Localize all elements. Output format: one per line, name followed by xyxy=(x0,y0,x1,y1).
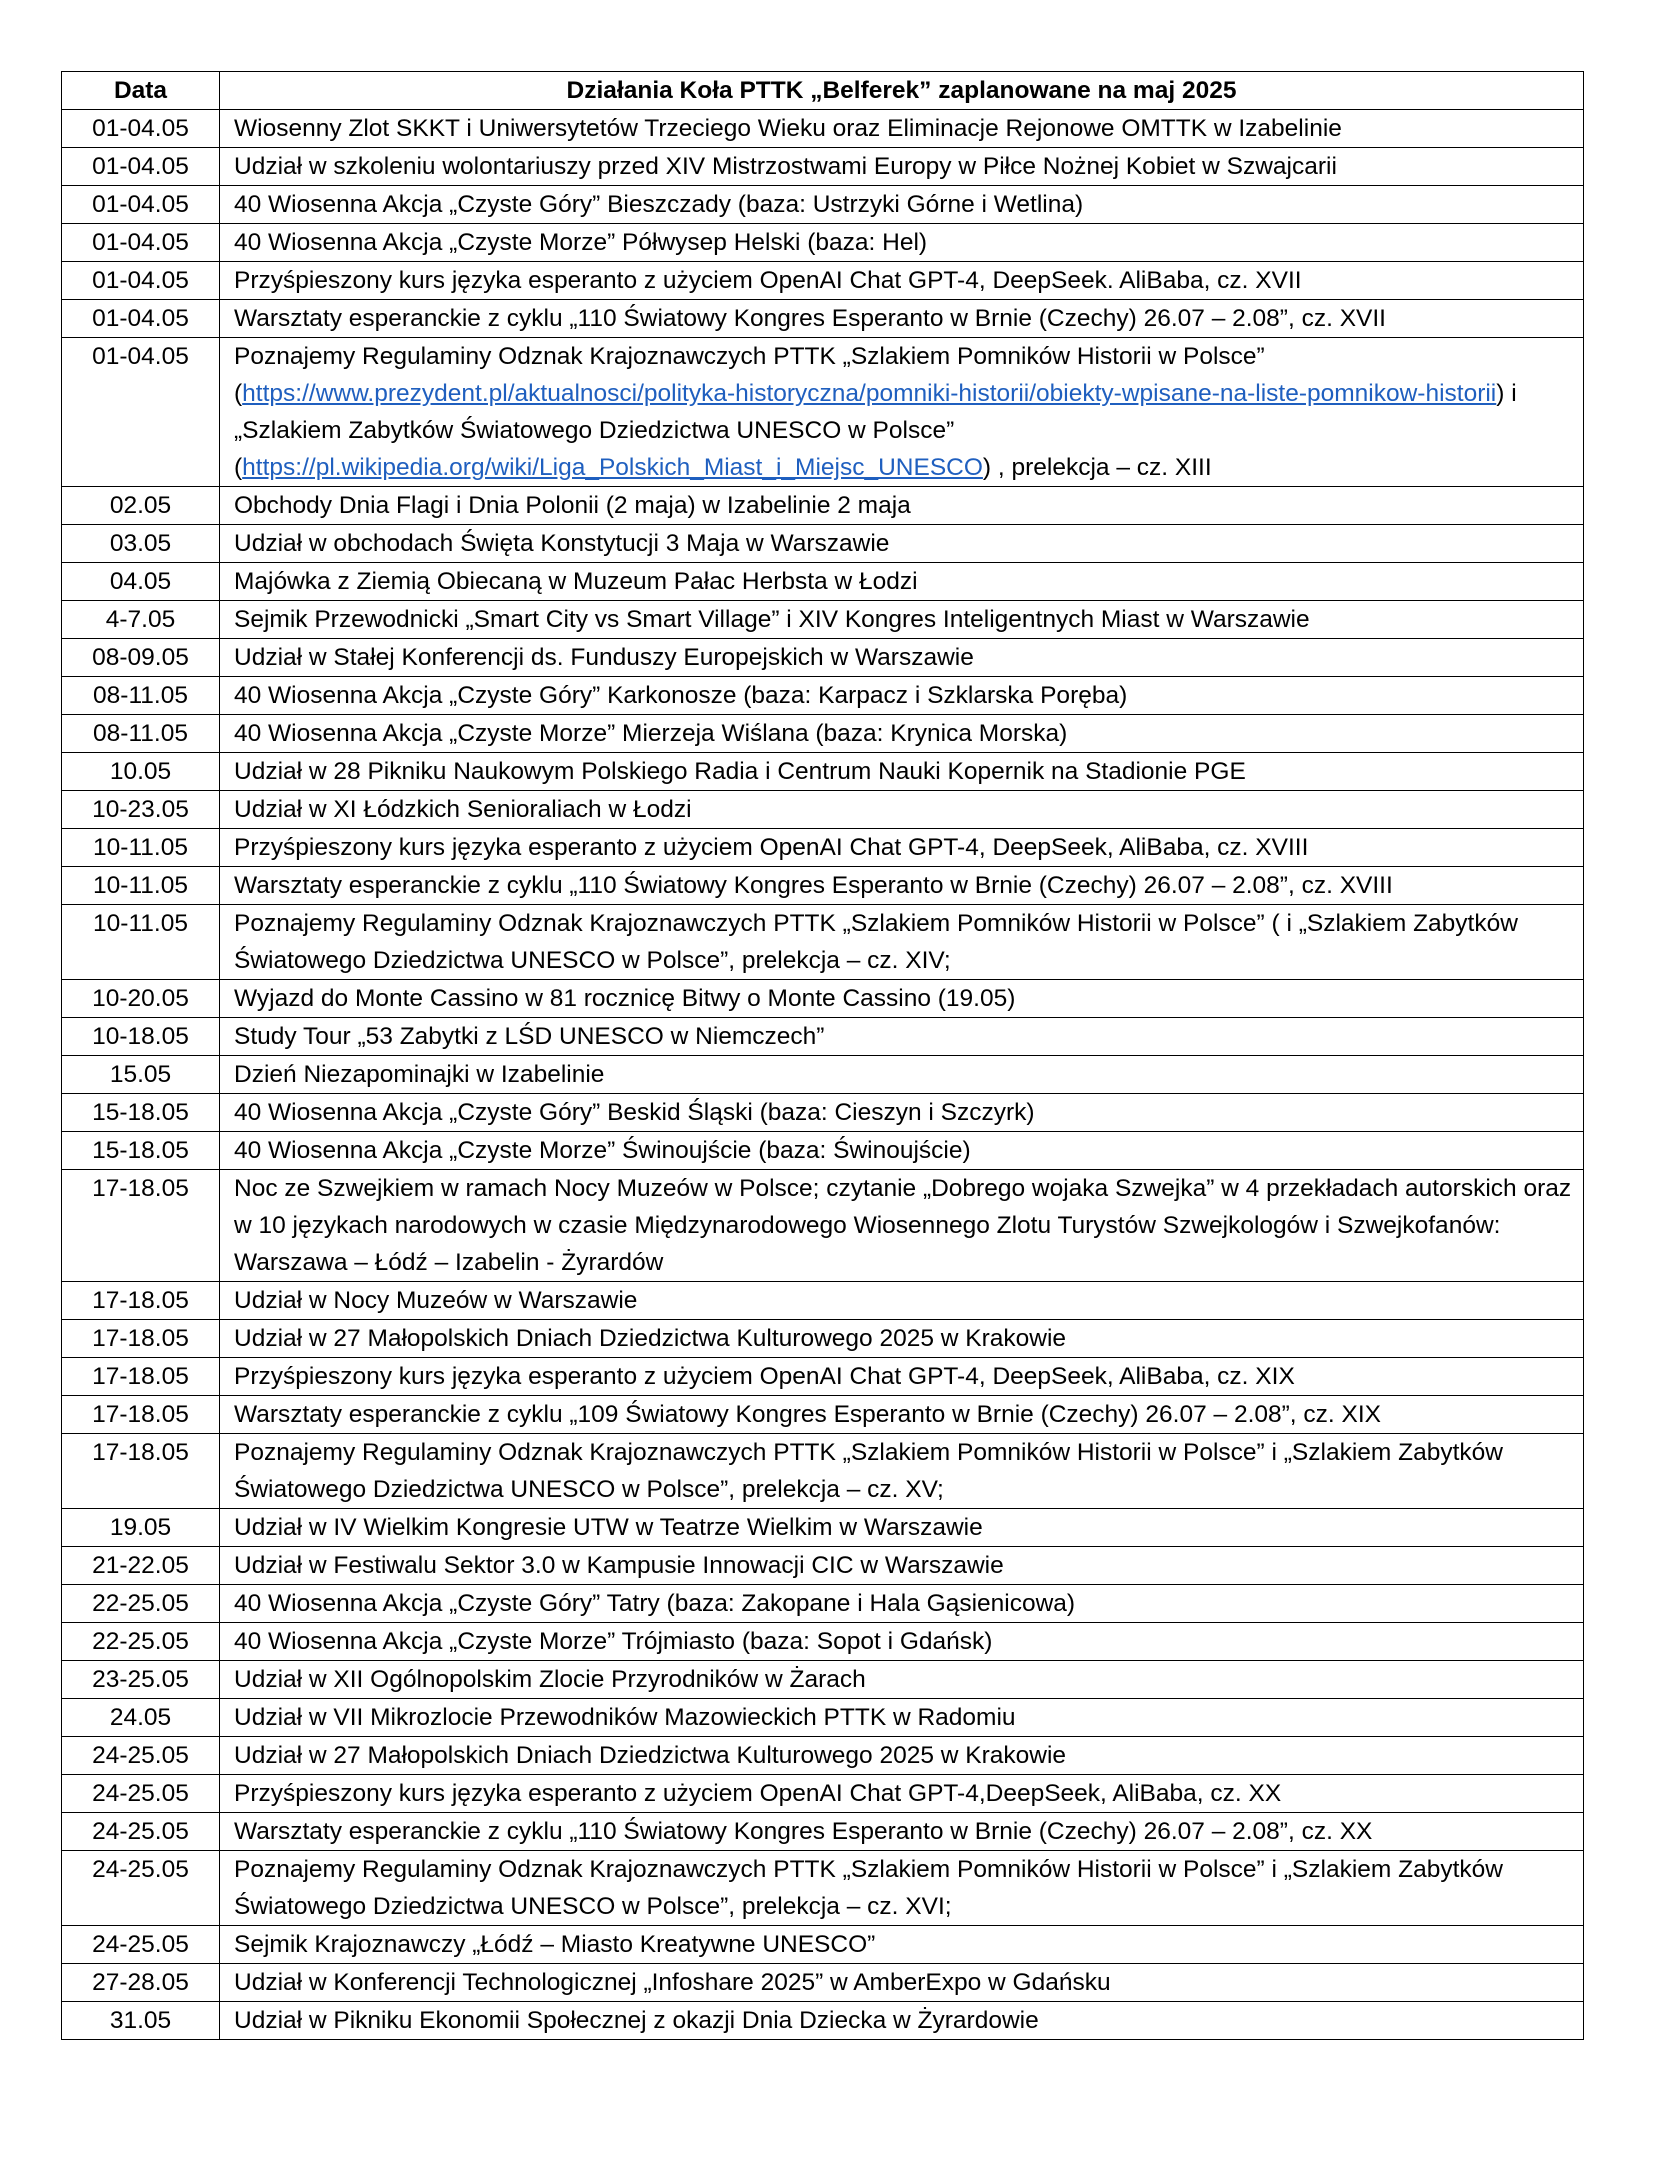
row-date: 08-09.05 xyxy=(62,639,220,677)
row-description: 40 Wiosenna Akcja „Czyste Góry” Tatry (baza: Zakopane i Hala Gąsienicowa) xyxy=(220,1585,1584,1623)
table-row xyxy=(62,1018,1584,1056)
row-date: 08-11.05 xyxy=(62,677,220,715)
row-description: Udział w Stałej Konferencji ds. Funduszy Europejskich w Warszawie xyxy=(220,639,1584,677)
row-description: Przyśpieszony kurs języka esperanto z użyciem OpenAI Chat GPT-4,DeepSeek, AliBaba, cz. XX xyxy=(220,1775,1584,1813)
table-row xyxy=(62,601,1584,639)
row-date: 15-18.05 xyxy=(62,1132,220,1170)
table-row xyxy=(62,867,1584,905)
row-date: 03.05 xyxy=(62,525,220,563)
row-description: Przyśpieszony kurs języka esperanto z użyciem OpenAI Chat GPT-4, DeepSeek, AliBaba, cz. XVIII xyxy=(220,829,1584,867)
row-description: Wyjazd do Monte Cassino w 81 rocznicę Bitwy o Monte Cassino (19.05) xyxy=(220,980,1584,1018)
row-date: 10.05 xyxy=(62,753,220,791)
table-row xyxy=(62,1358,1584,1396)
row-description: Poznajemy Regulaminy Odznak Krajoznawczych PTTK „Szlakiem Pomników Historii w Polsce” ( i „Szlakiem Zabytków Światowego Dziedzictwa UNESCO w Polsce”, prelekcja – cz. XIV; xyxy=(220,905,1584,980)
row-description: Przyśpieszony kurs języka esperanto z użyciem OpenAI Chat GPT-4, DeepSeek. AliBaba, cz. XVII xyxy=(220,262,1584,300)
table-row xyxy=(62,1396,1584,1434)
row-description: Poznajemy Regulaminy Odznak Krajoznawczych PTTK „Szlakiem Pomników Historii w Polsce” i „Szlakiem Zabytków Światowego Dziedzictwa UNESCO w Polsce”, prelekcja – cz. XV; xyxy=(220,1434,1584,1509)
link-pomniki-historii[interactable]: https://www.prezydent.pl/aktualnosci/polityka-historyczna/pomniki-historii/obiekty-wpisane-na-liste-pomnikow-historii xyxy=(242,380,1497,407)
table-row xyxy=(62,905,1584,980)
row-date: 01-04.05 xyxy=(62,262,220,300)
row-description: 40 Wiosenna Akcja „Czyste Góry” Beskid Śląski (baza: Cieszyn i Szczyrk) xyxy=(220,1094,1584,1132)
table-row xyxy=(62,487,1584,525)
table-row xyxy=(62,1170,1584,1282)
table-row xyxy=(62,563,1584,601)
description-text: ) , prelekcja – cz. XIII xyxy=(982,454,1212,481)
row-description: Sejmik Krajoznawczy „Łódź – Miasto Kreatywne UNESCO” xyxy=(220,1926,1584,1964)
table-row xyxy=(62,1547,1584,1585)
row-description: Udział w szkoleniu wolontariuszy przed XIV Mistrzostwami Europy w Piłce Nożnej Kobiet w Szwajcarii xyxy=(220,148,1584,186)
row-description: Poznajemy Regulaminy Odznak Krajoznawczych PTTK „Szlakiem Pomników Historii w Polsce” i „Szlakiem Zabytków Światowego Dziedzictwa UNESCO w Polsce”, prelekcja – cz. XVI; xyxy=(220,1851,1584,1926)
row-description: Study Tour „53 Zabytki z LŚD UNESCO w Niemczech” xyxy=(220,1018,1584,1056)
row-date: 10-11.05 xyxy=(62,829,220,867)
row-description: 40 Wiosenna Akcja „Czyste Góry” Karkonosze (baza: Karpacz i Szklarska Poręba) xyxy=(220,677,1584,715)
table-body xyxy=(62,110,1584,2040)
row-date: 15-18.05 xyxy=(62,1094,220,1132)
table-row xyxy=(62,639,1584,677)
table-row xyxy=(62,715,1584,753)
row-date: 31.05 xyxy=(62,2002,220,2040)
row-description: Warsztaty esperanckie z cyklu „109 Światowy Kongres Esperanto w Brnie (Czechy) 26.07 – 2.08”, cz. XIX xyxy=(220,1396,1584,1434)
row-date: 17-18.05 xyxy=(62,1320,220,1358)
row-date: 22-25.05 xyxy=(62,1623,220,1661)
row-date: 24-25.05 xyxy=(62,1926,220,1964)
row-description: 40 Wiosenna Akcja „Czyste Góry” Bieszczady (baza: Ustrzyki Górne i Wetlina) xyxy=(220,186,1584,224)
row-date: 17-18.05 xyxy=(62,1170,220,1282)
row-description: Udział w 27 Małopolskich Dniach Dziedzictwa Kulturowego 2025 w Krakowie xyxy=(220,1737,1584,1775)
row-description: Majówka z Ziemią Obiecaną w Muzeum Pałac Herbsta w Łodzi xyxy=(220,563,1584,601)
row-date: 10-11.05 xyxy=(62,867,220,905)
row-date: 27-28.05 xyxy=(62,1964,220,2002)
row-date: 19.05 xyxy=(62,1509,220,1547)
row-description: Noc ze Szwejkiem w ramach Nocy Muzeów w Polsce; czytanie „Dobrego wojaka Szwejka” w 4 przekładach autorskich oraz w 10 językach narodowych w czasie Międzynarodowego Wiosennego Zlotu Turystów Szwejkologów i Szwejkofanów: Warszawa – Łódź – Izabelin - Żyrardów xyxy=(220,1170,1584,1282)
row-date: 10-18.05 xyxy=(62,1018,220,1056)
table-row xyxy=(62,677,1584,715)
table-row xyxy=(62,1320,1584,1358)
table-row xyxy=(62,262,1584,300)
row-description: Przyśpieszony kurs języka esperanto z użyciem OpenAI Chat GPT-4, DeepSeek, AliBaba, cz. XIX xyxy=(220,1358,1584,1396)
description-text: ) i „Szlakiem Zabytków Światowego Dziedzictwa UNESCO w Polsce” ( xyxy=(234,380,1517,481)
table-row xyxy=(62,1737,1584,1775)
row-date: 01-04.05 xyxy=(62,110,220,148)
row-description: Warsztaty esperanckie z cyklu „110 Światowy Kongres Esperanto w Brnie (Czechy) 26.07 – 2.08”, cz. XX xyxy=(220,1813,1584,1851)
row-description: Sejmik Przewodnicki „Smart City vs Smart Village” i XIV Kongres Inteligentnych Miast w Warszawie xyxy=(220,601,1584,639)
table-header-row xyxy=(62,72,1584,110)
table-row xyxy=(62,753,1584,791)
row-description: Warsztaty esperanckie z cyklu „110 Światowy Kongres Esperanto w Brnie (Czechy) 26.07 – 2.08”, cz. XVII xyxy=(220,300,1584,338)
table-row xyxy=(62,1282,1584,1320)
row-date: 01-04.05 xyxy=(62,148,220,186)
table-row xyxy=(62,1623,1584,1661)
row-date: 4-7.05 xyxy=(62,601,220,639)
row-date: 17-18.05 xyxy=(62,1396,220,1434)
table-row xyxy=(62,148,1584,186)
header-title: Działania Koła PTTK „Belferek” zaplanowane na maj 2025 xyxy=(220,72,1584,110)
row-description: Dzień Niezapominajki w Izabelinie xyxy=(220,1056,1584,1094)
table-row xyxy=(62,186,1584,224)
row-date: 10-20.05 xyxy=(62,980,220,1018)
document-page xyxy=(61,71,1583,2040)
table-row xyxy=(62,1509,1584,1547)
table-row xyxy=(62,1964,1584,2002)
row-description: 40 Wiosenna Akcja „Czyste Morze” Świnoujście (baza: Świnoujście) xyxy=(220,1132,1584,1170)
table-row xyxy=(62,2002,1584,2040)
row-date: 24-25.05 xyxy=(62,1813,220,1851)
table-row xyxy=(62,1585,1584,1623)
row-description xyxy=(220,338,1584,487)
row-date: 04.05 xyxy=(62,563,220,601)
table-row xyxy=(62,224,1584,262)
row-description: Obchody Dnia Flagi i Dnia Polonii (2 maja) w Izabelinie 2 maja xyxy=(220,487,1584,525)
row-description: 40 Wiosenna Akcja „Czyste Morze” Półwysep Helski (baza: Hel) xyxy=(220,224,1584,262)
row-date: 08-11.05 xyxy=(62,715,220,753)
table-row xyxy=(62,791,1584,829)
table-row xyxy=(62,1926,1584,1964)
row-description: Wiosenny Zlot SKKT i Uniwersytetów Trzeciego Wieku oraz Eliminacje Rejonowe OMTTK w Izabelinie xyxy=(220,110,1584,148)
table-row xyxy=(62,338,1584,487)
row-description: Udział w Festiwalu Sektor 3.0 w Kampusie Innowacji CIC w Warszawie xyxy=(220,1547,1584,1585)
row-description: Udział w XI Łódzkich Senioraliach w Łodzi xyxy=(220,791,1584,829)
table-row xyxy=(62,300,1584,338)
row-description: Warsztaty esperanckie z cyklu „110 Światowy Kongres Esperanto w Brnie (Czechy) 26.07 – 2.08”, cz. XVIII xyxy=(220,867,1584,905)
row-date: 24.05 xyxy=(62,1699,220,1737)
row-date: 01-04.05 xyxy=(62,224,220,262)
row-description: 40 Wiosenna Akcja „Czyste Morze” Mierzeja Wiślana (baza: Krynica Morska) xyxy=(220,715,1584,753)
table-row xyxy=(62,525,1584,563)
row-date: 02.05 xyxy=(62,487,220,525)
row-date: 01-04.05 xyxy=(62,186,220,224)
row-date: 10-11.05 xyxy=(62,905,220,980)
row-description: Udział w XII Ogólnopolskim Zlocie Przyrodników w Żarach xyxy=(220,1661,1584,1699)
row-date: 15.05 xyxy=(62,1056,220,1094)
row-date: 21-22.05 xyxy=(62,1547,220,1585)
table-row xyxy=(62,1056,1584,1094)
description-text: Poznajemy Regulaminy Odznak Krajoznawczych PTTK „Szlakiem Pomników Historii w Polsce” ( xyxy=(234,343,1265,407)
row-date: 17-18.05 xyxy=(62,1282,220,1320)
row-date: 24-25.05 xyxy=(62,1775,220,1813)
row-date: 10-23.05 xyxy=(62,791,220,829)
row-description: Udział w Pikniku Ekonomii Społecznej z okazji Dnia Dziecka w Żyrardowie xyxy=(220,2002,1584,2040)
table-row xyxy=(62,1813,1584,1851)
table-row xyxy=(62,1851,1584,1926)
schedule-table xyxy=(61,71,1584,2040)
table-row xyxy=(62,110,1584,148)
table-row xyxy=(62,829,1584,867)
link-liga-miast-unesco[interactable]: https://pl.wikipedia.org/wiki/Liga_Polskich_Miast_i_Miejsc_UNESCO xyxy=(242,454,983,481)
table-row xyxy=(62,1434,1584,1509)
row-date: 23-25.05 xyxy=(62,1661,220,1699)
row-description: 40 Wiosenna Akcja „Czyste Morze” Trójmiasto (baza: Sopot i Gdańsk) xyxy=(220,1623,1584,1661)
table-row xyxy=(62,1094,1584,1132)
row-date: 24-25.05 xyxy=(62,1737,220,1775)
table-row xyxy=(62,1699,1584,1737)
row-description: Udział w IV Wielkim Kongresie UTW w Teatrze Wielkim w Warszawie xyxy=(220,1509,1584,1547)
row-date: 01-04.05 xyxy=(62,300,220,338)
table-row xyxy=(62,980,1584,1018)
row-description: Udział w 28 Pikniku Naukowym Polskiego Radia i Centrum Nauki Kopernik na Stadionie PGE xyxy=(220,753,1584,791)
row-description: Udział w VII Mikrozlocie Przewodników Mazowieckich PTTK w Radomiu xyxy=(220,1699,1584,1737)
row-date: 17-18.05 xyxy=(62,1358,220,1396)
row-description: Udział w Nocy Muzeów w Warszawie xyxy=(220,1282,1584,1320)
header-date: Data xyxy=(62,72,220,110)
table-row xyxy=(62,1661,1584,1699)
row-date: 17-18.05 xyxy=(62,1434,220,1509)
row-description: Udział w obchodach Święta Konstytucji 3 Maja w Warszawie xyxy=(220,525,1584,563)
table-row xyxy=(62,1132,1584,1170)
row-description: Udział w Konferencji Technologicznej „Infoshare 2025” w AmberExpo w Gdańsku xyxy=(220,1964,1584,2002)
table-row xyxy=(62,1775,1584,1813)
row-description: Udział w 27 Małopolskich Dniach Dziedzictwa Kulturowego 2025 w Krakowie xyxy=(220,1320,1584,1358)
row-date: 24-25.05 xyxy=(62,1851,220,1926)
row-date: 01-04.05 xyxy=(62,338,220,487)
row-date: 22-25.05 xyxy=(62,1585,220,1623)
